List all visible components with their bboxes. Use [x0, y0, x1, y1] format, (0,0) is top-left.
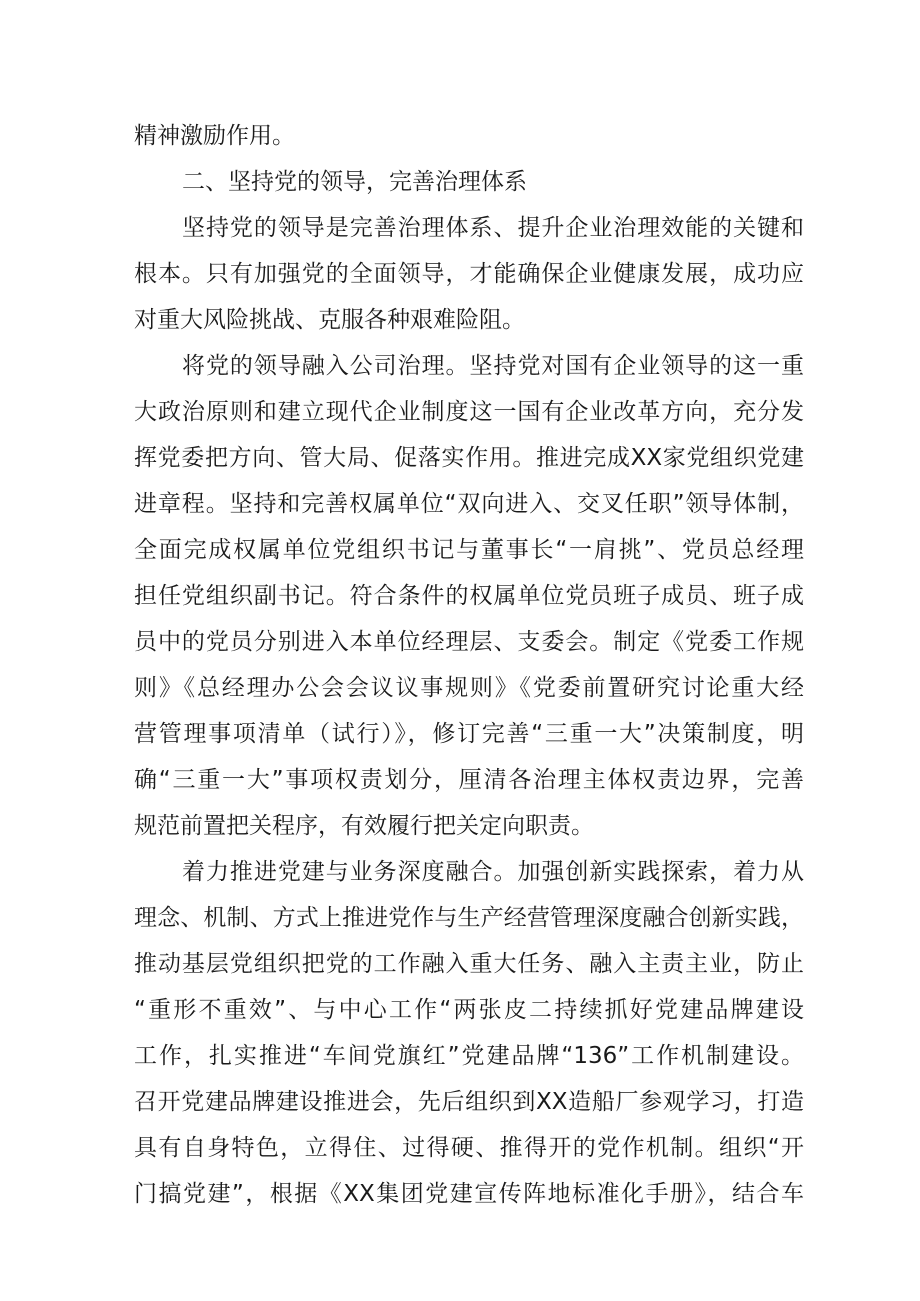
text-line-21: 工作，扎实推进“车间党旗红”党建品牌“136”工作机制建设。	[134, 1043, 804, 1069]
text-line-14: 营管理事项清单（试行）》，修订完善“三重一大”决策制度，明	[134, 721, 804, 747]
section-heading: 二、坚持党的领导，完善治理体系	[182, 169, 527, 195]
text-line-1: 精神激励作用。	[134, 123, 295, 149]
text-line-10: 全面完成权属单位党组织书记与董事长“一肩挑”、党员总经理	[134, 537, 804, 563]
text-line-13: 则》《总经理办公会会议议事规则》《党委前置研究讨论重大经	[134, 675, 804, 701]
text-line-20: “重形不重效”、与中心工作“两张皮二持续抓好党建品牌建设	[134, 997, 804, 1023]
text-line-6: 将党的领导融入公司治理。坚持党对国有企业领导的这一重	[182, 353, 804, 379]
text-line-4: 根本。只有加强党的全面领导，才能确保企业健康发展，成功应	[134, 261, 804, 287]
text-line-12: 员中的党员分别进入本单位经理层、支委会。制定《党委工作规	[134, 629, 804, 655]
text-line-8: 挥党委把方向、管大局、促落实作用。推进完成XX家党组织党建	[134, 445, 804, 471]
text-line-5: 对重大风险挑战、克服各种艰难险阻。	[134, 307, 525, 333]
text-line-19: 推动基层党组织把党的工作融入重大任务、融入主责主业，防止	[134, 951, 804, 977]
text-line-22: 召开党建品牌建设推进会，先后组织到XX造船厂参观学习，打造	[134, 1089, 804, 1115]
text-line-17: 着力推进党建与业务深度融合。加强创新实践探索，着力从	[182, 859, 804, 885]
text-line-18: 理念、机制、方式上推进党作与生产经营管理深度融合创新实践，	[134, 905, 804, 931]
text-line-15: 确“三重一大”事项权责划分，厘清各治理主体权责边界，完善	[134, 767, 804, 793]
text-line-24: 门搞党建”，根据《XX集团党建宣传阵地标准化手册》，结合车	[134, 1181, 804, 1207]
text-line-23: 具有自身特色，立得住、过得硬、推得开的党作机制。组织“开	[134, 1135, 804, 1161]
text-line-11: 担任党组织副书记。符合条件的权属单位党员班子成员、班子成	[134, 583, 804, 609]
text-line-7: 大政治原则和建立现代企业制度这一国有企业改革方向，充分发	[134, 399, 804, 425]
text-line-3: 坚持党的领导是完善治理体系、提升企业治理效能的关键和	[182, 215, 804, 241]
text-line-9: 进章程。坚持和完善权属单位“双向进入、交叉任职”领导体制，	[134, 491, 804, 517]
text-line-16: 规范前置把关程序，有效履行把关定向职责。	[134, 813, 594, 839]
